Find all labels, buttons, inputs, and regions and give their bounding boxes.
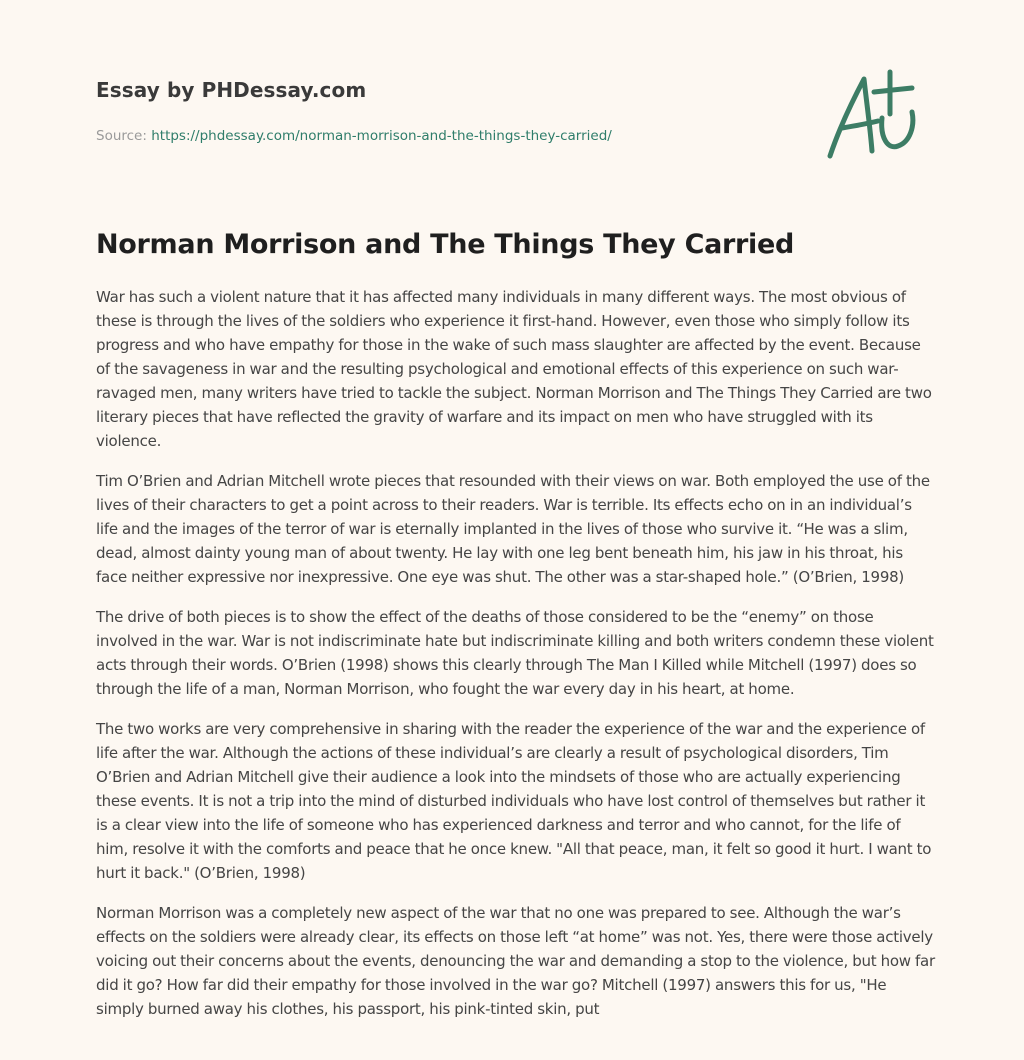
essay-paragraph: Norman Morrison was a completely new aspect of the war that no one was prepared to see. Although the war’s effects on the soldiers were already clear, its effects on those left “at home” was not. Yes, there were those actively voicing out their concerns about the events, denouncing the war and demanding a stop to the violence, but how far did it go? How far did their empathy for those involved in the war go? Mitchell (1997) answers this for us, "He simply burned away his clothes, his passport, his pink-tinted skin, put: [96, 904, 935, 1018]
essay-header: [96, 74, 796, 146]
essay-paragraph: Tim O’Brien and Adrian Mitchell wrote pieces that resounded with their views on war. Both employed the use of the lives of their characters to get a point across to their readers. War is terrible. Its effects echo on in an individual’s life and the images of the terror of war is eternally implanted in the lives of those who survive it. “He was a slim, dead, almost dainty young man of about twenty. He lay with one leg bent beneath him, his jaw in his throat, his face neither expressive nor inexpressive. One eye was shut. The other was a star-shaped hole.” (O’Brien, 1998): [96, 472, 930, 586]
essay-title: Norman Morrison and The Things They Carried: [96, 229, 795, 260]
a-plus-grade-icon: [820, 66, 930, 166]
essay-paragraph: The drive of both pieces is to show the effect of the deaths of those considered to be the “enemy” on those involved in the war. War is not indiscriminate hate but indiscriminate killing and both writers condemn these violent acts through their words. O’Brien (1998) shows this clearly through The Man I Killed while Mitchell (1997) does so through the life of a man, Norman Morrison, who fought the war every day in his heart, at home.: [96, 608, 934, 698]
site-brand[interactable]: Essay by PHDessay.com: [96, 78, 367, 102]
source-line: [96, 126, 796, 146]
source-link[interactable]: https://phdessay.com/norman-morrison-and-the-things-they-carried/: [151, 128, 612, 144]
source-label: Source:: [96, 128, 152, 144]
essay-paragraph: War has such a violent nature that it has affected many individuals in many different ways. The most obvious of these is through the lives of the soldiers who experience it first-hand. However, even those who simply follow its progress and who have empathy for those in the wake of such mass slaughter are affected by the event. Because of the savageness in war and the resulting psychological and emotional effects of this experience on such war-ravaged men, many writers have tried to tackle the subject. Norman Morrison and The Things They Carried are two literary pieces that have reflected the gravity of warfare and its impact on men who have struggled with its violence.: [96, 288, 932, 450]
essay-body: [96, 285, 936, 1037]
essay-paragraph: The two works are very comprehensive in sharing with the reader the experience of the war and the experience of life after the war. Although the actions of these individual’s are clearly a result of psychological disorders, Tim O’Brien and Adrian Mitchell give their audience a look into the mindsets of those who are actually experiencing these events. It is not a trip into the mind of disturbed individuals who have lost control of themselves but rather it is a clear view into the life of someone who has experienced darkness and terror and who cannot, for the life of him, resolve it with the comforts and peace that he once knew. "All that peace, man, it felt so good it hurt. I want to hurt it back." (O’Brien, 1998): [96, 720, 932, 882]
